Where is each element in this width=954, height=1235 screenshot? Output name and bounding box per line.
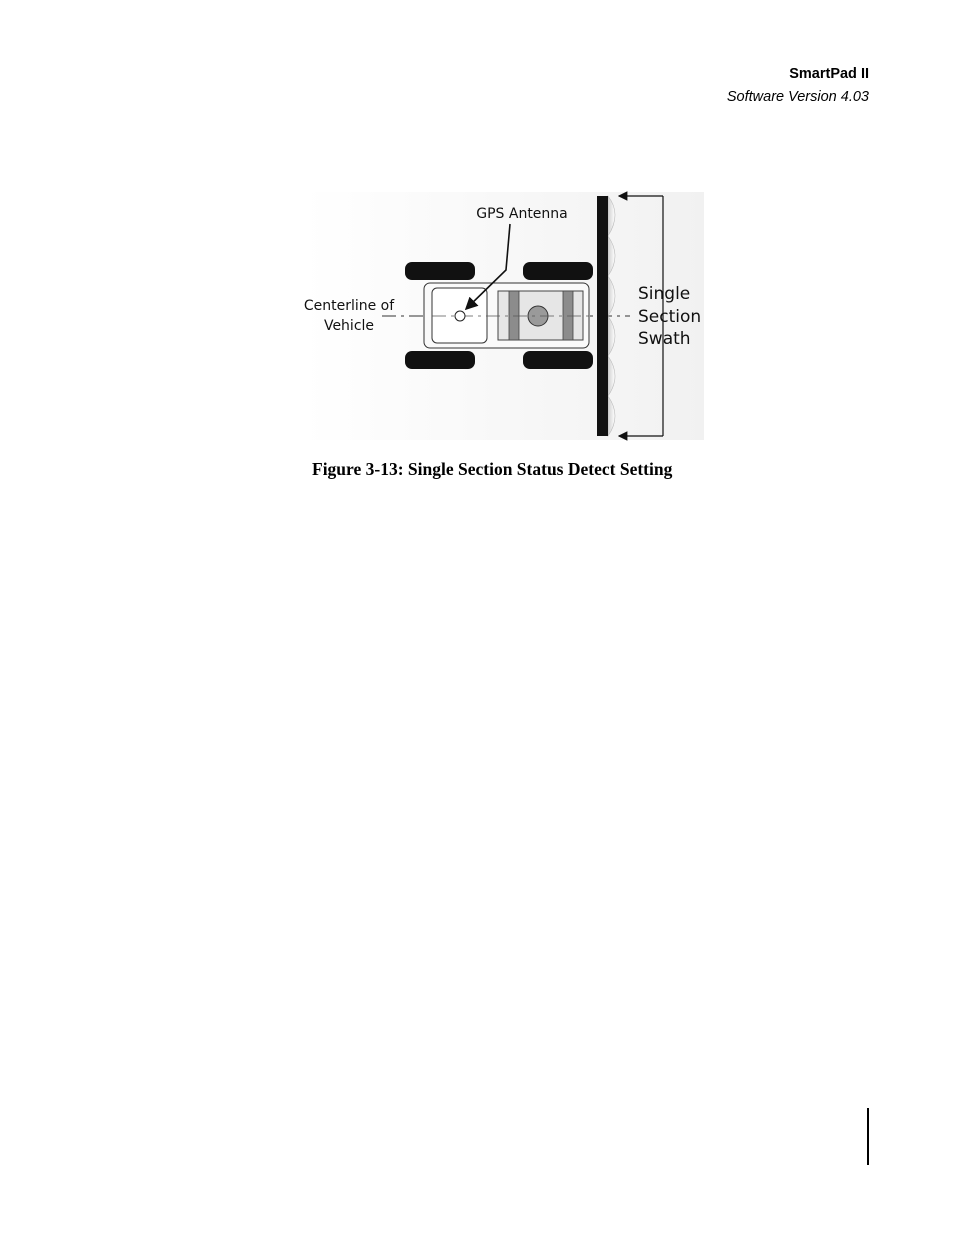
wheel-rear-right xyxy=(405,351,475,369)
wheel-rear-left xyxy=(405,262,475,280)
swath-label-line2: Section xyxy=(638,307,702,327)
engine-bar-left xyxy=(509,291,519,340)
swath-label-line1: Single xyxy=(638,284,691,304)
single-section-swath-diagram xyxy=(300,190,710,442)
engine-bar-right xyxy=(563,291,573,340)
centerline-label-line2: Vehicle xyxy=(323,318,375,334)
figure-caption: Figure 3-13: Single Section Status Detect Setting xyxy=(312,459,673,479)
header-title: SmartPad II xyxy=(789,66,869,82)
centerline-label-line1: Centerline of xyxy=(303,298,395,314)
gps-antenna-icon xyxy=(455,311,465,321)
wheel-front-right xyxy=(523,351,593,369)
header-subtitle: Software Version 4.03 xyxy=(726,89,869,105)
change-bar xyxy=(867,1108,869,1165)
wheel-front-left xyxy=(523,262,593,280)
boom-bar xyxy=(597,196,608,436)
swath-label-line3: Swath xyxy=(638,329,691,349)
gps-antenna-label: GPS Antenna xyxy=(476,206,568,222)
